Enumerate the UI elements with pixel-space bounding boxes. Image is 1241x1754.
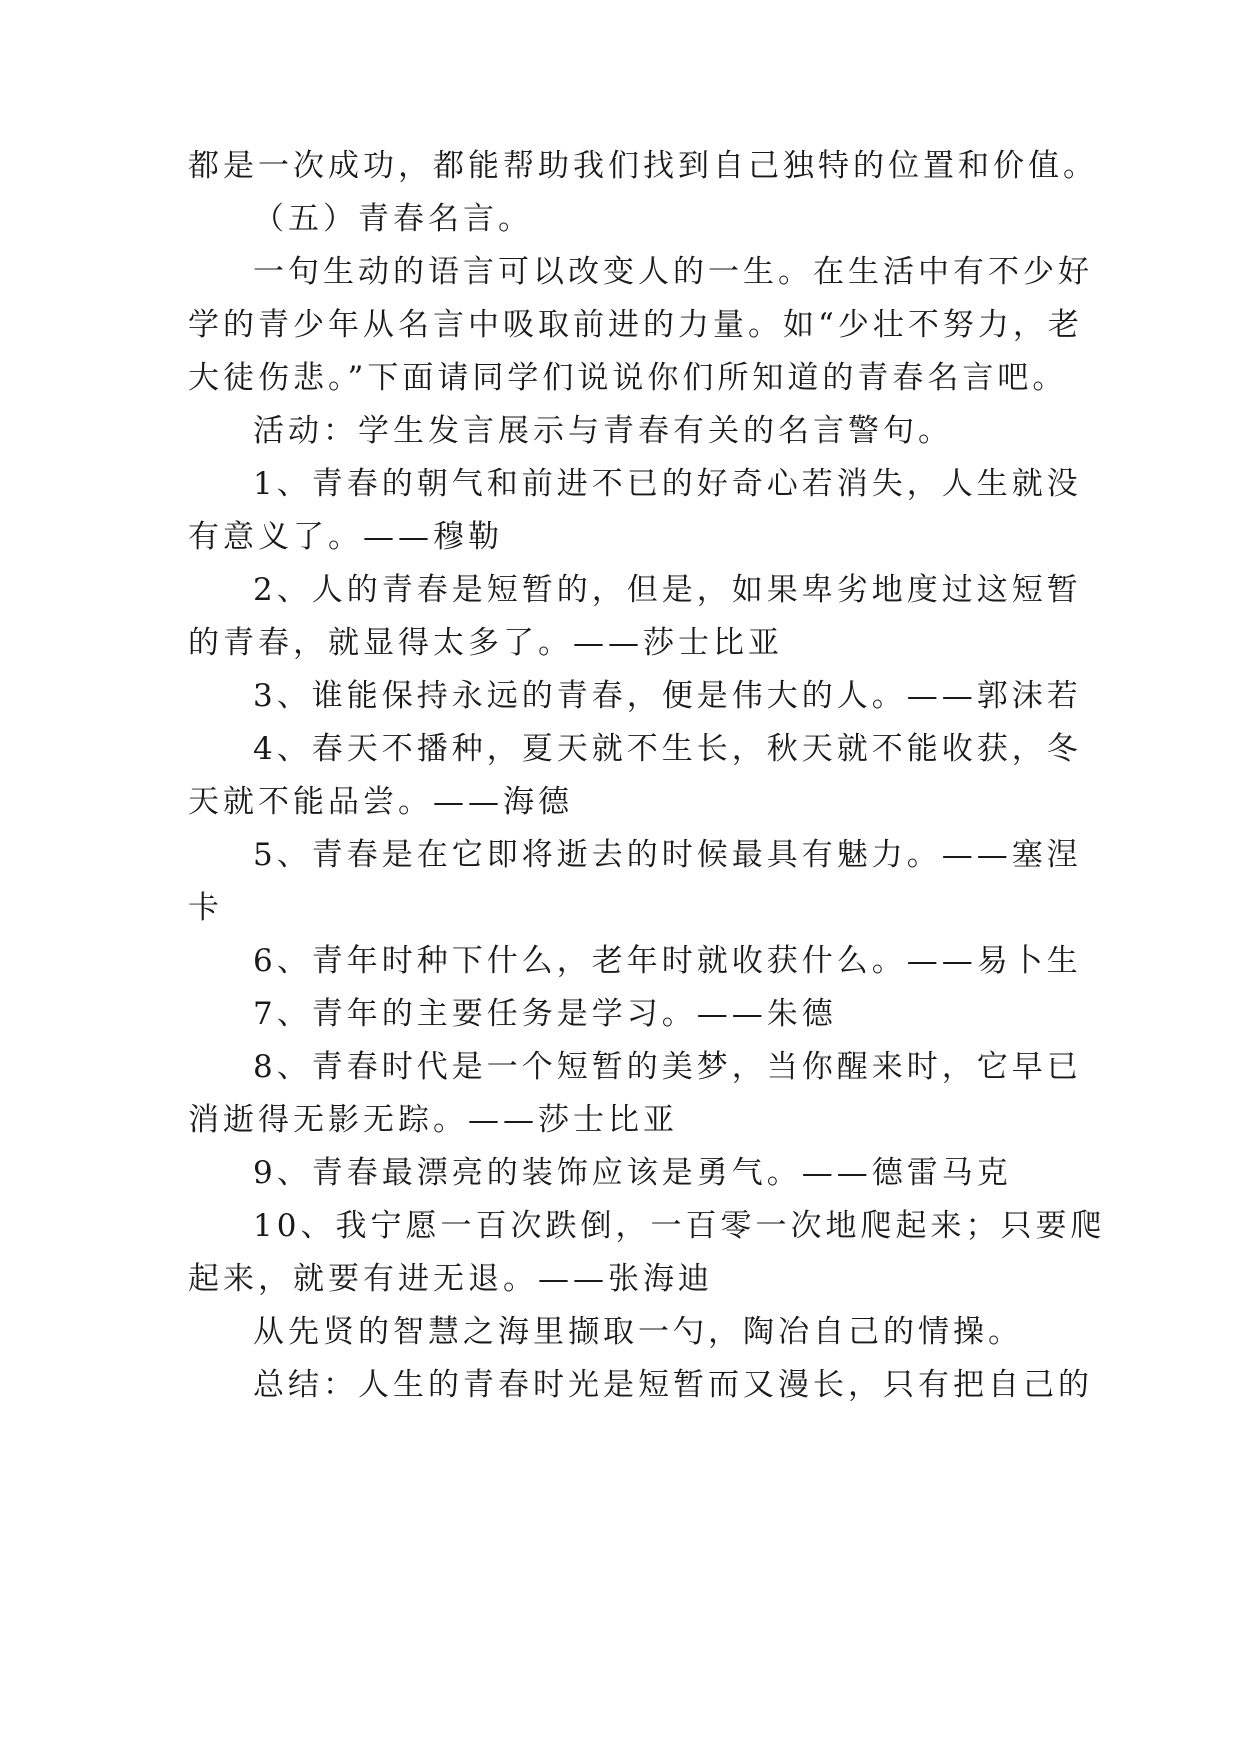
quote-item-continuation: 有意义了。——穆勒	[188, 519, 503, 555]
text-line: 大徒伤悲。”下面请同学们说说你们所知道的青春名言吧。	[188, 360, 1068, 396]
quote-item: 9、青春最漂亮的装饰应该是勇气。——德雷马克	[253, 1155, 1012, 1191]
quote-item: 5、青春是在它即将逝去的时候最具有魅力。——塞涅	[253, 837, 1082, 873]
summary-line: 总结：人生的青春时光是短暂而又漫长，只有把自己的	[253, 1367, 1093, 1403]
quote-item: 8、青春时代是一个短暂的美梦，当你醒来时，它早已	[253, 1049, 1082, 1085]
quote-item: 2、人的青春是短暂的，但是，如果卑劣地度过这短暂	[253, 572, 1082, 608]
section-heading: （五）青春名言。	[253, 201, 533, 237]
quote-item-continuation: 卡	[188, 890, 223, 926]
text-line: 都是一次成功，都能帮助我们找到自己独特的位置和价值。	[188, 148, 1098, 184]
text-line: 从先贤的智慧之海里撷取一勺，陶冶自己的情操。	[253, 1314, 1023, 1350]
quote-item: 10、我宁愿一百次跌倒，一百零一次地爬起来；只要爬	[253, 1208, 1106, 1244]
quote-item: 1、青春的朝气和前进不已的好奇心若消失，人生就没	[253, 466, 1082, 502]
quote-item-continuation: 天就不能品尝。——海德	[188, 784, 573, 820]
text-line: 活动：学生发言展示与青春有关的名言警句。	[253, 413, 953, 449]
quote-item-continuation: 的青春，就显得太多了。——莎士比亚	[188, 625, 783, 661]
quote-item: 3、谁能保持永远的青春，便是伟大的人。——郭沫若	[253, 678, 1082, 714]
quote-item: 6、青年时种下什么，老年时就收获什么。——易卜生	[253, 943, 1082, 979]
text-line: 学的青少年从名言中吸取前进的力量。如“少壮不努力，老	[188, 307, 1083, 343]
text-line: 一句生动的语言可以改变人的一生。在生活中有不少好	[253, 254, 1093, 290]
quote-item-continuation: 起来，就要有进无退。——张海迪	[188, 1261, 713, 1297]
quote-item: 7、青年的主要任务是学习。——朱德	[253, 996, 837, 1032]
quote-item: 4、春天不播种，夏天就不生长，秋天就不能收获，冬	[253, 731, 1082, 767]
quote-item-continuation: 消逝得无影无踪。——莎士比亚	[188, 1102, 678, 1138]
